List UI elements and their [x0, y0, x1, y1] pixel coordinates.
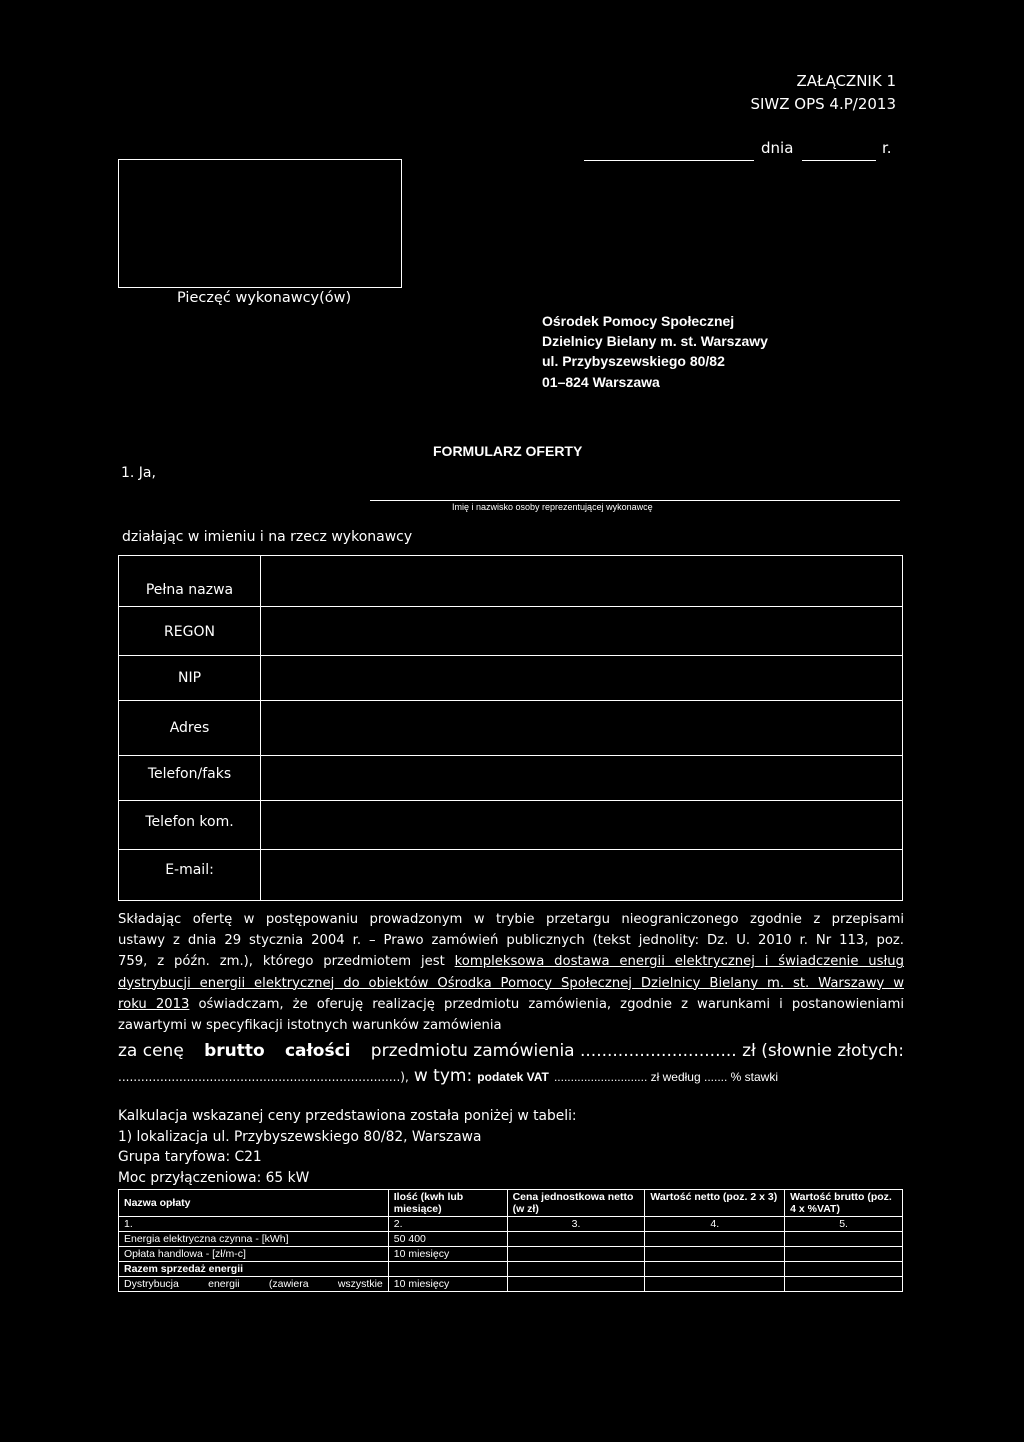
input-email[interactable]	[261, 850, 901, 899]
vat-dots[interactable]: ..........................................................................),	[118, 1070, 409, 1084]
col-header-quantity: Ilość (kwh lub miesiące)	[388, 1190, 507, 1217]
fee-quantity: 10 miesięcy	[388, 1277, 507, 1292]
field-label-email: E-mail:	[165, 862, 214, 878]
offer-line-2: ustawy z dnia 29 stycznia 2004 r. – Prawo zamówień publicznych (tekst jednolity: Dz. U. 2010 r. Nr 113, poz.	[118, 933, 904, 949]
calculation-info	[118, 1106, 577, 1188]
form-title: FORMULARZ OFERTY	[433, 443, 583, 459]
table-row	[119, 1262, 903, 1277]
unit-price-cell[interactable]	[507, 1247, 645, 1262]
table-row	[119, 1232, 903, 1247]
field-label-mobile: Telefon kom.	[145, 814, 234, 830]
offer-line-6: zawartymi w specyfikacji istotnych warunków zamówienia	[118, 1018, 502, 1034]
date-suffix: r.	[882, 139, 892, 157]
vat-line	[118, 1066, 778, 1086]
field-label-full-name: Pełna nazwa	[145, 582, 234, 598]
unit-price-cell[interactable]	[507, 1277, 645, 1292]
vat-w-tym: w tym:	[413, 1066, 473, 1086]
recipient-line-1: Ośrodek Pomocy Społecznej	[542, 313, 735, 329]
place-line[interactable]	[584, 160, 754, 161]
input-regon[interactable]	[261, 607, 901, 655]
offer-line-5-text: oświadczam, że oferuję realizację przedmiotu zamówienia, zgodnie z warunkami i postanowieniami	[198, 996, 904, 1012]
recipient-line-3: ul. Przybyszewskiego 80/82	[542, 353, 725, 369]
table-row	[119, 1277, 903, 1292]
fee-quantity: 50 400	[388, 1232, 507, 1247]
price-gross: brutto	[204, 1041, 265, 1061]
cost-table-number-row	[119, 1217, 903, 1232]
calc-line-4: Moc przyłączeniowa: 65 kW	[118, 1169, 310, 1186]
table-row	[119, 1247, 903, 1262]
fee-name: Energia elektryczna czynna - [kWh]	[119, 1232, 389, 1247]
date-label: dnia	[761, 139, 794, 157]
net-value-cell[interactable]	[645, 1277, 785, 1292]
acting-text: działając w imieniu i na rzecz wykonawcy	[122, 529, 413, 545]
price-prefix: za cenę	[118, 1041, 184, 1061]
col-header-net-value: Wartość netto (poz. 2 x 3)	[645, 1190, 785, 1217]
gross-value-cell[interactable]	[785, 1262, 903, 1277]
input-mobile[interactable]	[261, 801, 901, 849]
col-header-unit-price: Cena jednostkowa netto (w zł)	[507, 1190, 645, 1217]
price-total: całości	[284, 1041, 351, 1061]
offer-line-3-text: 759, z późn. zm.), którego przedmiotem jest	[118, 954, 445, 970]
stamp-box	[118, 159, 402, 288]
offer-line-1: Składając ofertę w postępowaniu prowadzonym w trybie przetargu nieograniczonego zgodnie z przepisami	[118, 912, 904, 927]
contractor-data-table	[118, 555, 903, 901]
stamp-caption: Pieczęć wykonawcy(ów)	[177, 290, 352, 306]
input-full-name[interactable]	[261, 556, 901, 606]
attachment-label: ZAŁĄCZNIK 1	[796, 72, 896, 90]
price-rest: przedmiotu zamówienia ............................. zł (słownie złotych:	[370, 1041, 904, 1061]
cost-table	[118, 1189, 903, 1292]
offer-subject-part-1: kompleksowa dostawa energii elektrycznej i świadczenie usług	[454, 954, 904, 970]
field-label-regon: REGON	[164, 624, 215, 640]
field-label-address: Adres	[169, 720, 210, 736]
price-line	[118, 1041, 904, 1061]
col-header-gross-value: Wartość brutto (poz. 4 x %VAT)	[785, 1190, 903, 1217]
col-number: 4.	[645, 1217, 785, 1232]
representative-name-caption: Imię i nazwisko osoby reprezentującej wykonawcę	[452, 502, 653, 512]
gross-value-cell[interactable]	[785, 1232, 903, 1247]
input-nip[interactable]	[261, 656, 901, 700]
calc-line-1: Kalkulacja wskazanej ceny przedstawiona została poniżej w tabeli:	[118, 1108, 577, 1124]
fee-name: Razem sprzedaż energii	[119, 1262, 389, 1277]
calc-line-2: 1) lokalizacja ul. Przybyszewskiego 80/82, Warszawa	[118, 1128, 482, 1145]
input-phone-fax[interactable]	[261, 756, 901, 800]
unit-price-cell[interactable]	[507, 1232, 645, 1247]
vat-rest[interactable]: ............................ zł według ....... % stawki	[553, 1070, 778, 1084]
offer-subject-part-3: roku 2013	[118, 996, 190, 1012]
calc-line-3: Grupa taryfowa: C21	[118, 1149, 262, 1166]
col-number: 3.	[507, 1217, 645, 1232]
representative-name-line[interactable]	[370, 500, 900, 501]
fee-quantity: 10 miesięcy	[388, 1247, 507, 1262]
field-label-nip: NIP	[177, 670, 202, 686]
fee-name: Dystrybucja energii (zawiera wszystkie	[119, 1277, 389, 1292]
reference-number: SIWZ OPS 4.P/2013	[750, 95, 896, 113]
input-address[interactable]	[261, 701, 901, 755]
net-value-cell[interactable]	[645, 1262, 785, 1277]
fee-quantity	[388, 1262, 507, 1277]
recipient-line-4: 01–824 Warszawa	[542, 374, 660, 390]
col-number: 5.	[785, 1217, 903, 1232]
net-value-cell[interactable]	[645, 1232, 785, 1247]
gross-value-cell[interactable]	[785, 1247, 903, 1262]
field-label-phone-fax: Telefon/faks	[147, 766, 232, 782]
vat-label: podatek VAT	[477, 1070, 549, 1084]
offer-line-3	[118, 951, 904, 972]
offer-paragraph	[118, 909, 904, 1036]
item-prefix: 1. Ja,	[121, 465, 156, 481]
col-number: 1.	[119, 1217, 389, 1232]
recipient-line-2: Dzielnicy Bielany m. st. Warszawy	[542, 333, 768, 349]
net-value-cell[interactable]	[645, 1247, 785, 1262]
col-header-fee-name: Nazwa opłaty	[119, 1190, 389, 1217]
fee-name: Opłata handlowa - [zł/m-c]	[119, 1247, 389, 1262]
offer-subject-part-2: dystrybucji energii elektrycznej do obiektów Ośrodka Pomocy Społecznej Dzielnicy Bielany m. st. Warszawy w	[118, 975, 904, 991]
unit-price-cell[interactable]	[507, 1262, 645, 1277]
cost-table-header	[119, 1190, 903, 1217]
offer-line-5	[118, 994, 904, 1015]
gross-value-cell[interactable]	[785, 1277, 903, 1292]
col-number: 2.	[388, 1217, 507, 1232]
date-line[interactable]	[802, 160, 876, 161]
